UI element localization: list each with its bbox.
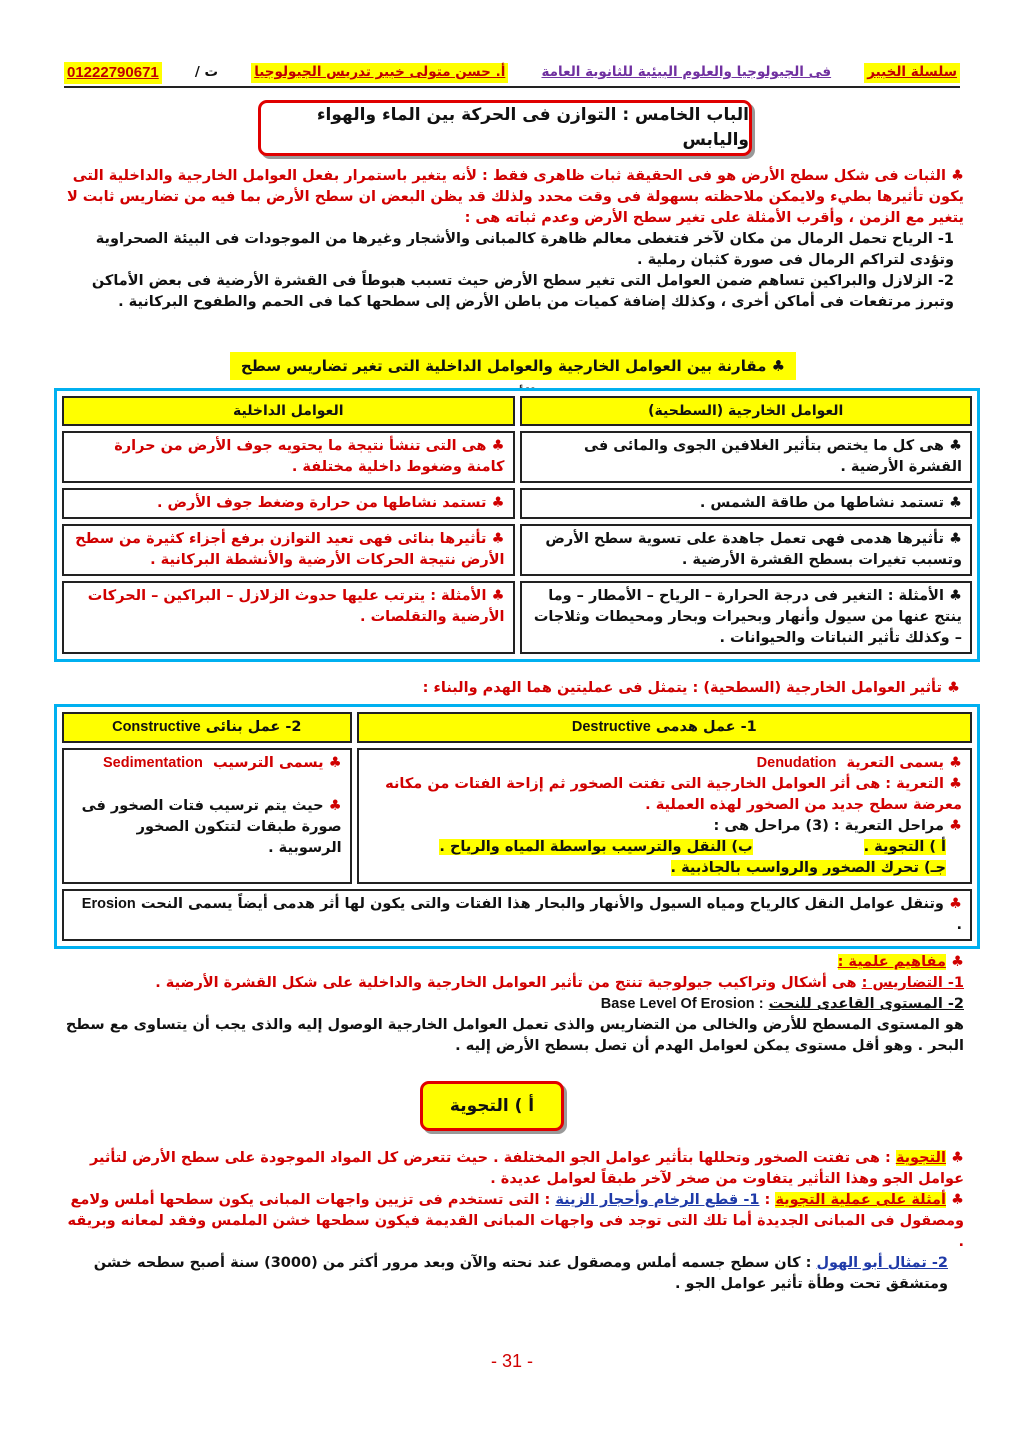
- club-icon: ♣: [949, 896, 962, 913]
- weathering-section: [64, 1148, 964, 1295]
- club-icon: ♣: [951, 1150, 964, 1166]
- table-cell-internal: [62, 488, 515, 519]
- erosion-text: وتنقل عوامل النقل كالرياح ومياه السيول والأنهار والبحار هذا الفتات والتى يكون لها أثر هدمى أيضاً يسمى النحت: [140, 896, 944, 913]
- concept-2-def: هو المستوى المسطح للأرض والخالى من التضاريس والذى تعمل العوامل الخارجية الوصول إليه والذى يجب أن يتساوى مع سطح البحر . وهو أقل مستوى يمكن لعوامل الهدم أن تصل بسطح الأرض إليه .: [65, 1017, 964, 1055]
- club-icon: ♣: [951, 954, 964, 970]
- destructive-header: [357, 712, 972, 743]
- weathering-heading-box: [420, 1081, 564, 1131]
- destructive-cell: [357, 748, 972, 884]
- cell-text: الأمثلة : التغير فى درجة الحرارة – الرياح – الأمطار – وما ينتج عنها من سيول وأنهار وبحيرات وبحار ومحيطات وثلاجات – وكذلك تأثير النباتات والحيوانات .: [533, 588, 962, 647]
- concept-1-def: هى أشكال وتراكيب جيولوجية تنتج من تأثير العوامل الخارجية والداخلية على شكل القشرة الأرضية .: [155, 975, 857, 992]
- erosion-cell: ♣ وتنقل عوامل النقل كالرياح ومياه السيول والأنهار والبحار هذا الفتات والتى يكون لها أثر هدمى أيضاً يسمى النحت Erosion .: [62, 889, 972, 941]
- concepts-title: [64, 952, 964, 973]
- ex1-def: : التى تستخدم فى تزيين واجهات المبانى يكون سطحها أملس ولامع ومصقول فى المبانى الجديدة أما تلك التى توجد فى واجهات المبانى القديمة فيكون سطحها خشن الملمس وفقد لمعانه وبريقه .: [67, 1192, 964, 1251]
- destructive-constructive-table: [54, 704, 980, 949]
- header-phone-prefix: ت /: [194, 64, 219, 81]
- concepts-title-text: مفاهيم علمية :: [837, 954, 946, 970]
- stages-ab: [367, 837, 962, 858]
- intro-paragraph: [64, 166, 964, 229]
- stage-a: أ ) التجوية .: [863, 839, 946, 856]
- club-icon: ♣: [949, 776, 962, 793]
- ex1-term: 1- قطع الرخام وأحجار الزينة: [555, 1192, 760, 1209]
- comparison-table: [54, 388, 980, 662]
- club-icon: ♣: [949, 588, 962, 605]
- cell-text: الأمثلة : يترتب عليها حدوث الزلازل – البراكين – الحركات الأرضية والتقلصات .: [87, 588, 505, 626]
- effect-title-text: تأثير العوامل الخارجية (السطحية) : يتمثل فى عمليتين هما الهدم والبناء :: [422, 680, 942, 696]
- weathering-heading: أ ) التجوية: [449, 1095, 535, 1116]
- header-phone: 01222790671: [64, 62, 162, 84]
- cell-text: هى التى تنشأ نتيجة ما يحتويه جوف الأرض من حرارة كامنة وضغوط داخلية مختلفة .: [114, 438, 505, 476]
- comparison-title-text: مقارنة بين العوامل الخارجية والعوامل الداخلية التى تغير تضاريس سطح: [240, 357, 767, 375]
- table-row: [62, 524, 972, 576]
- weathering-examples: ♣ أمثلة على عملية التجوية : 1- قطع الرخام وأحجار الزينة : التى تستخدم فى تزيين واجهات المبانى يكون سطحها أملس ولامع ومصقول فى المبانى الجديدة أما تلك التى توجد فى واجهات المبانى القديمة فيكون سطحها خشن الملمس وفقد لمعانه وبريقه .: [67, 1192, 964, 1251]
- header-field: فى الجيولوجيا والعلوم البيئية للثانوية العامة: [541, 64, 832, 81]
- destructive-head-ar: 1- عمل هدمى: [655, 719, 757, 735]
- club-icon: ♣: [949, 755, 962, 772]
- concept-1: [64, 973, 964, 994]
- sedimentation-def: [72, 796, 342, 859]
- page-number: - 31 -: [490, 1351, 534, 1371]
- header-author: أ. حسن متولى خبير تدريس الجيولوجيا: [251, 63, 508, 83]
- intro-text: الثبات فى شكل سطح الأرض هو فى الحقيقة ثبات ظاهرى فقط : لأنه يتغير باستمرار بفعل العوامل الخارجية والداخلية التى يكون تأثيرها بطيء ولايمكن ملاحظته بسهولة فى وقت محدد ولذلك قد يظن البعض ان سطح الأرض بما فيه من تضاريس ثابت لا يتغير مع الزمن ، وأقرب الأمثلة على تغير سطح الأرض وعدم ثباته هى :: [66, 168, 964, 227]
- club-icon: ♣: [949, 818, 962, 835]
- table-row: [62, 889, 972, 941]
- constructive-head-en: Constructive: [112, 719, 201, 735]
- comparison-title: [230, 352, 796, 380]
- table-cell-internal: [62, 431, 515, 483]
- weathering-def-text: : هى تفتت الصخور وتحللها بتأثير عوامل الجو المختلفة . حيث تتعرض كل المواد الموجودة على سطح الأرض لتأثير عوامل الجو وهذا التأثير يتفاوت من صخر لآخر طبقاً لعوامل عديدة .: [89, 1150, 964, 1188]
- club-icon: ♣: [951, 1192, 964, 1209]
- table-row: [62, 488, 972, 519]
- erosion-en: Erosion: [81, 896, 136, 913]
- ex2-def: : كان سطح جسمه أملس ومصقول عند نحته والآن وبعد مرور أكثر من (3000) سنة أصبح سطحه خشن ومتشقق تحت وطأة تأثير عوامل الجو .: [93, 1255, 948, 1293]
- denudation-ar: يسمى التعرية: [846, 755, 944, 772]
- club-icon: ♣: [491, 588, 505, 605]
- destructive-head-en: Destructive: [571, 719, 651, 735]
- table-row: [62, 581, 972, 654]
- stage-c: جـ) تحرك الصخور والرواسب بالجاذبية .: [670, 860, 946, 877]
- sedimentation-line: [72, 753, 342, 774]
- cell-text: تستمد نشاطها من حرارة وضغط جوف الأرض .: [156, 495, 487, 512]
- chapter-title: الباب الخامس : التوازن فى الحركة بين الماء والهواء واليابس: [316, 105, 749, 150]
- club-icon: ♣: [771, 357, 786, 375]
- col-header-external: العوامل الخارجية (السطحية): [520, 396, 973, 426]
- chapter-title-box: [258, 100, 752, 156]
- header-series: سلسلة الخبير: [864, 63, 960, 83]
- club-icon: ♣: [951, 168, 964, 184]
- table-row: [62, 748, 972, 884]
- club-icon: ♣: [949, 438, 962, 455]
- table-cell-external: [520, 524, 973, 576]
- denudation-en: Denudation: [756, 755, 837, 772]
- stage-c-line: [367, 858, 962, 879]
- table-cell-internal: [62, 581, 515, 654]
- concept-2-term: 2- المستوى القاعدى للنحت: [768, 996, 964, 1013]
- club-icon: ♣: [491, 531, 505, 548]
- ex2-term: 2- تمثال أبو الهول: [816, 1255, 948, 1272]
- table-cell-internal: [62, 524, 515, 576]
- weathering-example-2: [64, 1253, 964, 1295]
- concept-2-en: Base Level Of Erosion :: [600, 996, 764, 1013]
- concept-2: [64, 994, 964, 1015]
- weathering-term: التجوية: [895, 1150, 946, 1166]
- club-icon: ♣: [949, 495, 962, 512]
- effect-title: [64, 678, 960, 699]
- club-icon: ♣: [328, 798, 342, 815]
- sedimentation-en: Sedimentation: [103, 755, 203, 772]
- cell-text: تأثيرها هدمى فهى تعمل جاهدة على تسوية سطح الأرض وتسبب تغيرات بسطح القشرة الأرضية .: [545, 531, 962, 569]
- concepts-section: [64, 952, 964, 1057]
- intro-item-2: 2- الزلازل والبراكين تساهم ضمن العوامل التى تغير سطح الأرض حيث تسبب هبوطاً فى القشرة الأرضية فى بعض الأماكن وتبرز مرتفعات فى أماكن أخرى ، وكذلك إضافة كميات من باطن الأرض إلى سطحها كما فى الحمم والطفوح البركانية .: [91, 273, 954, 311]
- sedimentation-def-text: حيث يتم ترسيب فتات الصخور فى صورة طبقات لتتكون الصخور الرسوبية .: [81, 798, 342, 857]
- concept-1-term: 1- التضاريس :: [861, 975, 964, 992]
- constructive-cell: [62, 748, 352, 884]
- table-header-row: [62, 396, 972, 426]
- stages-label-text: مراحل التعرية : (3) مراحل هى :: [713, 818, 944, 835]
- club-icon: ♣: [949, 531, 962, 548]
- club-icon: ♣: [328, 755, 342, 772]
- weathering-def: [64, 1148, 964, 1190]
- sedimentation-ar: يسمى الترسيب: [213, 755, 324, 772]
- examples-label: أمثلة على عملية التجوية: [775, 1192, 946, 1209]
- table-header-row: [62, 712, 972, 743]
- club-icon: ♣: [491, 495, 505, 512]
- constructive-header: [62, 712, 352, 743]
- table-cell-external: [520, 488, 973, 519]
- club-icon: ♣: [947, 680, 960, 696]
- col-header-internal: العوامل الداخلية: [62, 396, 515, 426]
- denudation-def: [367, 774, 962, 816]
- cell-text: تستمد نشاطها من طاقة الشمس .: [699, 495, 944, 512]
- denudation-line: [367, 753, 962, 774]
- denudation-def-text: التعرية : هى أثر العوامل الخارجية التى تفتت الصخور ثم إزاحة الفتات من مكانه معرضة سطح جديد من الصخور لهذه العملية .: [385, 776, 962, 814]
- intro-section: [64, 166, 964, 313]
- table-cell-external: [520, 581, 973, 654]
- table-row: [62, 431, 972, 483]
- stages-label: [367, 816, 962, 837]
- cell-text: هى كل ما يختص بتأثير الغلافين الجوى والمائى فى القشرة الأرضية .: [584, 438, 962, 476]
- stage-b: ب) النقل والترسيب بواسطة المياه والرياح .: [439, 839, 753, 856]
- cell-text: تأثيرها بنائى فهى تعيد التوازن برفع أجزاء كثيرة من سطح الأرض نتيجة الحركات الأرضية والأنشطة البركانية .: [75, 531, 505, 569]
- club-icon: ♣: [491, 438, 505, 455]
- constructive-head-ar: 2- عمل بنائى: [205, 719, 302, 735]
- page-header: [64, 62, 960, 88]
- table-cell-external: [520, 431, 973, 483]
- intro-item-1: 1- الرياح تحمل الرمال من مكان لآخر فتغطى معالم ظاهرة كالمبانى والأشجار وغيرها من الموجودات فى البيئة الصحراوية وتؤدى لتراكم الرمال فى صورة كثبان رملية .: [95, 231, 954, 269]
